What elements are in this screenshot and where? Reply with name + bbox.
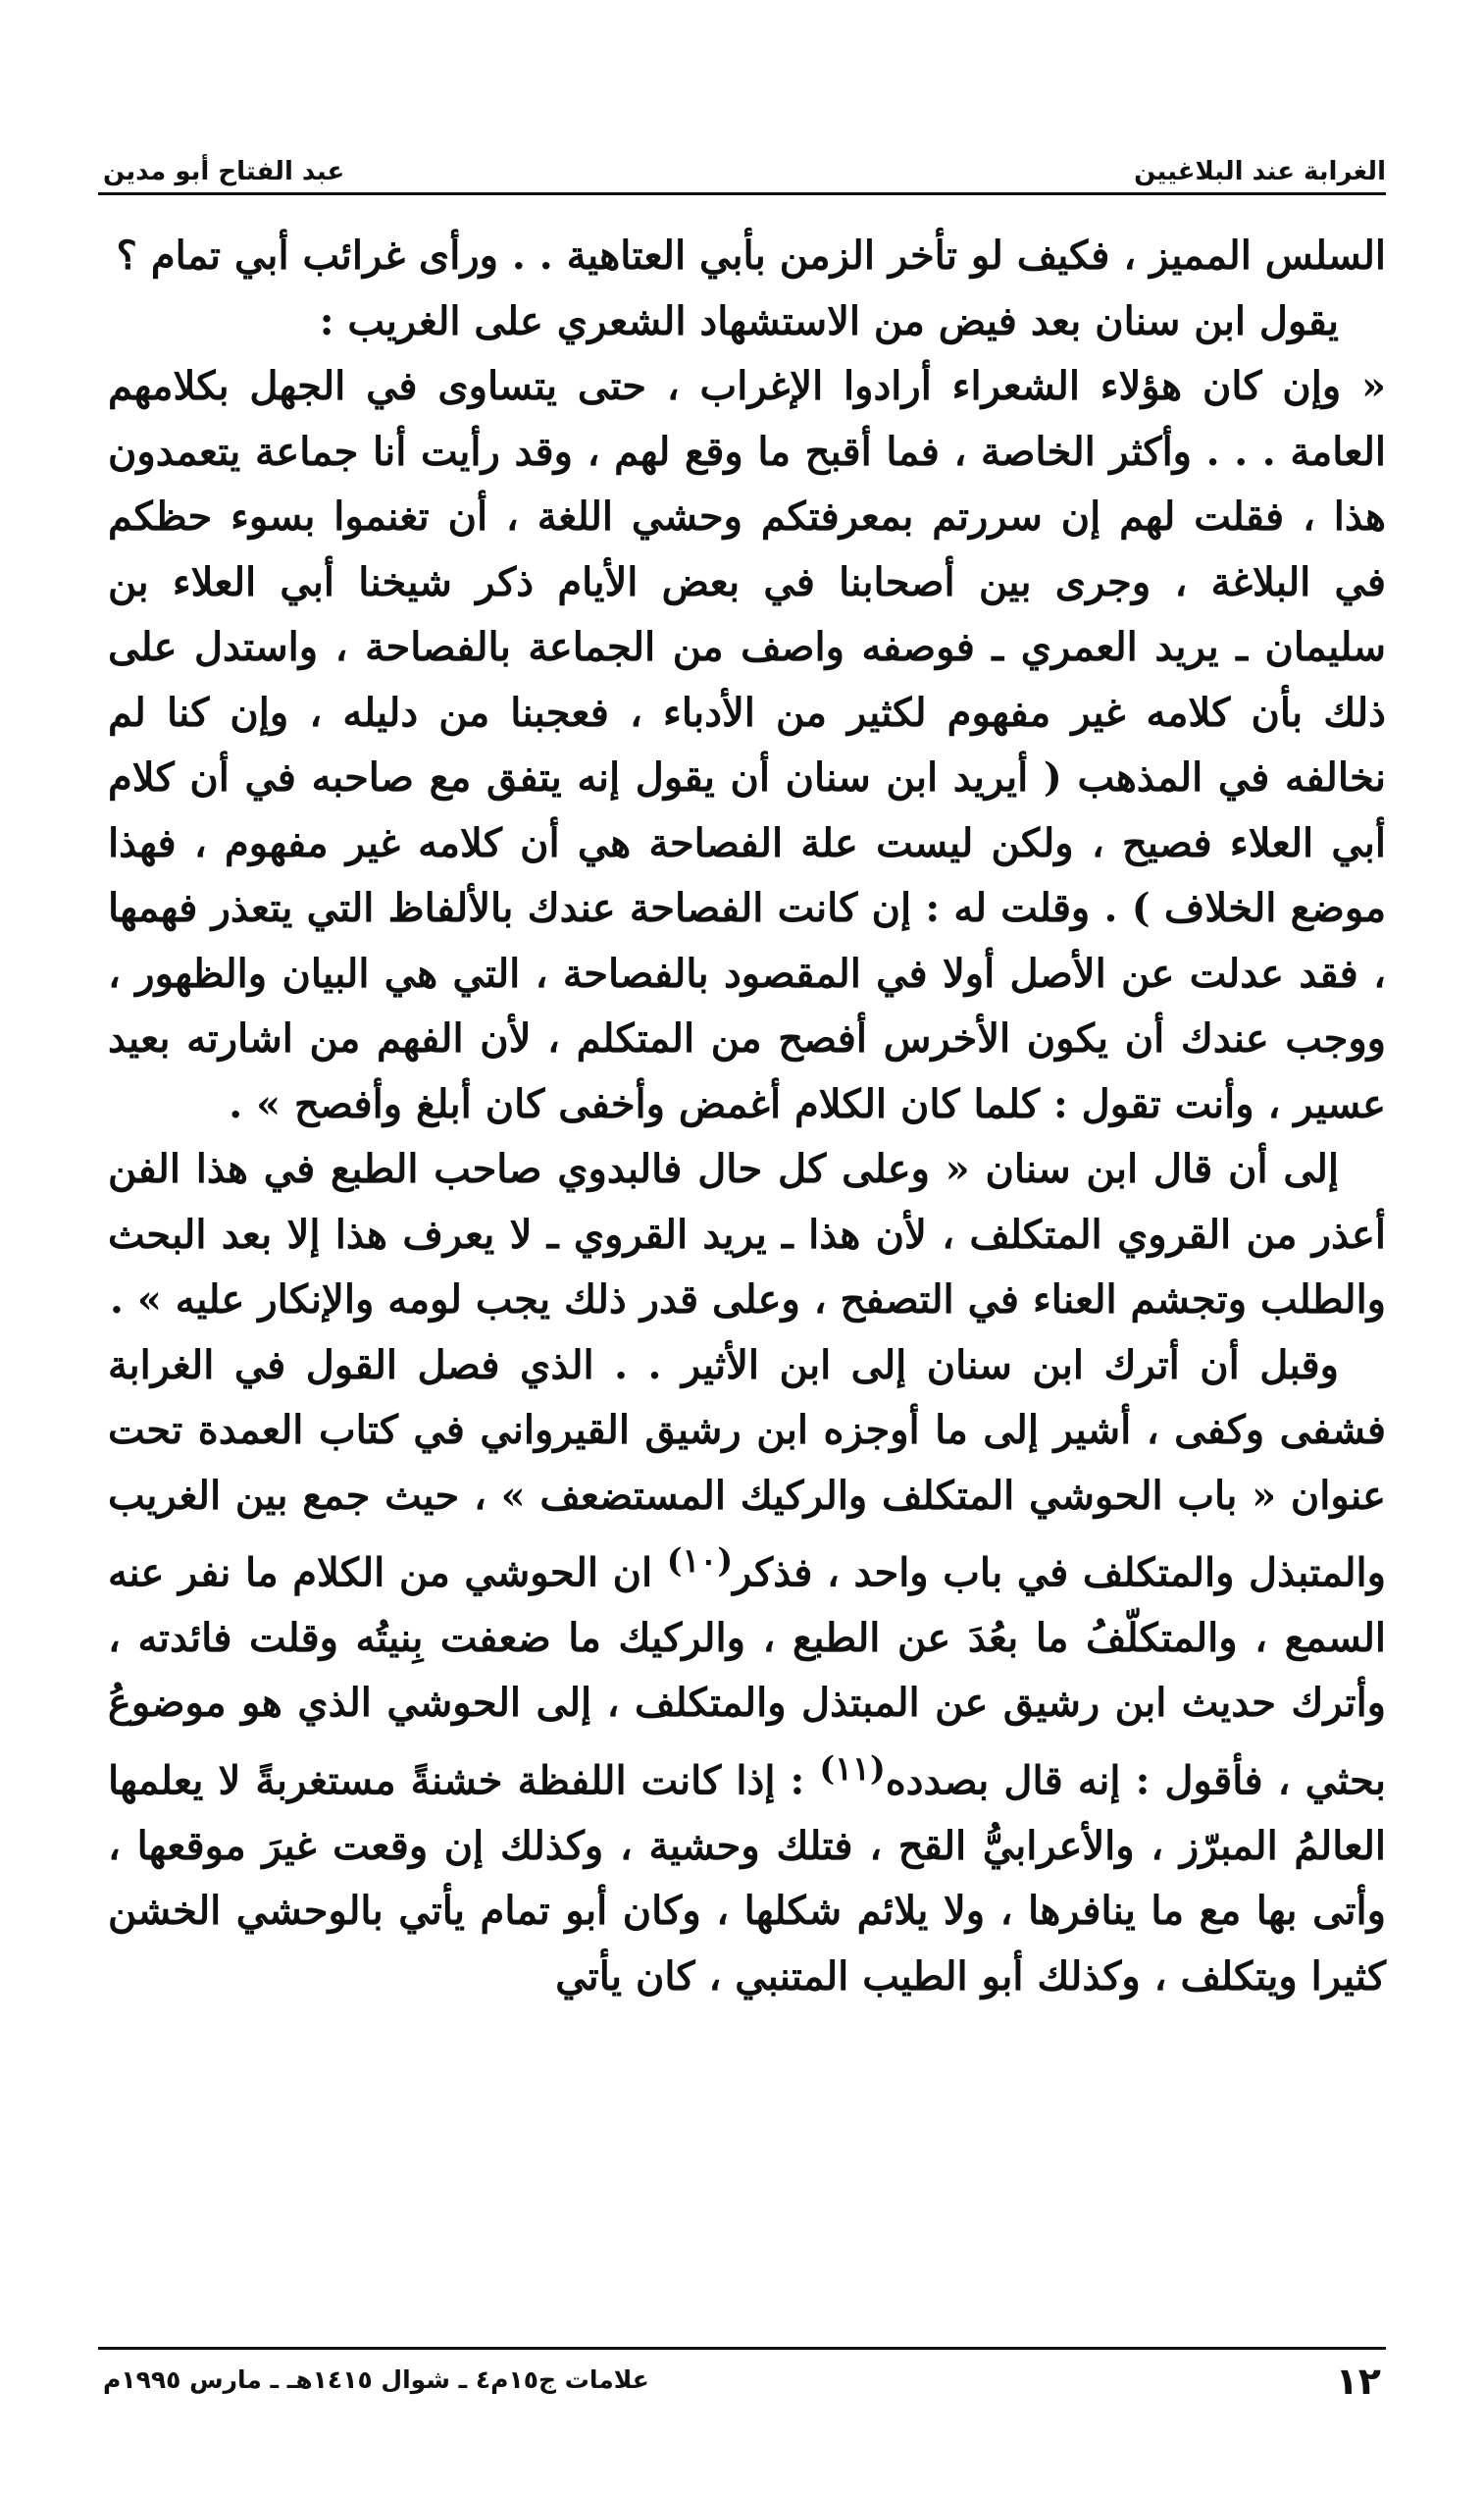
header-rule — [98, 192, 1386, 195]
running-footer — [103, 2360, 1381, 2418]
paragraph-2: يقول ابن سنان بعد فيض من الاستشهاد الشعري على الغريب : — [319, 297, 1339, 344]
article-body — [108, 224, 1386, 2009]
header-title: الغرابة عند البلاغيين — [1134, 157, 1386, 186]
quote-paragraph: « وإن كان هؤلاء الشعراء أرادوا الإغراب ، حتى يتساوى في الجهل بكلامهم العامة . . . وأكثر الخاصة ، فما أقبح ما وقع لهم ، وقد رأيت أنا جماعة يتعمدون هذا ، فقلت لهم إن سررتم بمعرفتكم وحشي اللغة ، أن تغنموا بسوء حظكم في البلاغة ، وجرى بين أصحابنا في بعض الأيام ذكر شيخنا أبي العلاء بن سليمان ـ يريد العمري ـ فوصفه واصف من الجماعة بالفصاحة ، واستدل على ذلك بأن كلامه غير مفهوم لكثير من الأدباء ، فعجبنا من دليله ، وإن كنا لم نخالفه في المذهب ( أيريد ابن سنان أن يقول إنه يتفق مع صاحبه في أن كلام أبي العلاء فصيح ، ولكن ليست علة الفصاحة هي أن كلامه غير مفهوم ، فهذا موضع الخلاف ) . وقلت له : إن كانت الفصاحة عندك بالألفاظ التي يتعذر فهمها ، فقد عدلت عن الأصل أولا في المقصود بالفصاحة ، التي هي البيان والظهور ، ووجب عندك أن يكون الأخرس أفصح من المتكلم ، لأن الفهم من اشارته بعيد عسير ، وأنت تقول : كلما كان الكلام أغمض وأخفى كان أبلغ وأفصح » . — [108, 363, 1386, 1127]
running-header — [103, 137, 1386, 186]
footnote-ref-11[interactable]: (١١) — [819, 1748, 886, 1788]
page-number: ١٢ — [1335, 2360, 1381, 2403]
paragraph-4: إلى أن قال ابن سنان « وعلى كل حال فالبدوي صاحب الطبع في هذا الفن أعذر من القروي المتكلف ، لأن هذا ـ يريد القروي ـ لا يعرف هذا إلا بعد البحث والطلب وتجشم العناء في التصفح ، وعلى قدر ذلك يجب لومه والإنكار عليه » . — [108, 1146, 1386, 1323]
paragraph-5-part-c: : إذا كانت اللفظة خشنةً مستغربةً لا يعلمها العالمُ المبرّز ، والأعرابيُّ القح ، فتلك وحشية ، وكذلك إن وقعت غيرَ موقعها ، وأتى بها مع ما ينافرها ، ولا يلائم شكلها ، وكان أبو تمام يأتي بالوحشي الخشن كثيرا ويتكلف ، وكذلك أبو الطيب المتنبي ، كان يأتي — [108, 1757, 1386, 2000]
header-author: عبد الفتاح أبو مدين — [103, 157, 345, 186]
paragraph-5 — [108, 1333, 1386, 2010]
paragraph-1: السلس المميز ، فكيف لو تأخر الزمن بأبي العتاهية . . ورأى غرائب أبي تمام ؟ — [116, 233, 1386, 279]
footnote-ref-10[interactable]: (١٠) — [666, 1541, 734, 1580]
journal-citation: علامات ج١٥م٤ ـ شوال ١٤١٥هـ ـ مارس ١٩٩٥م — [103, 2365, 649, 2394]
paragraph-5-part-b: ان الحوشي من الكلام ما نفر عنه السمع ، والمتكلّفُ ما بعُدَ عن الطبع ، والركيك ما ضعفت بِنيتُه وقلت فائدته ، وأترك حديث ابن رشيق عن المبتذل والمتكلف ، إلى الحوشي الذي هو موضوعُ بحثي ، فأقول : إنه قال بصدده — [108, 1549, 1386, 1804]
paragraph-5-part-a: وقبل أن أترك ابن سنان إلى ابن الأثير . . الذي فصل القول في الغرابة فشفى وكفى ، أشير إلى ما أوجزه ابن رشيق القيرواني في كتاب العمدة تحت عنوان « باب الحوشي المتكلف والركيك المستضعف » ، حيث جمع بين الغريب والمتبذل والمتكلف في باب واحد ، فذكر — [108, 1341, 1386, 1596]
footer-rule — [98, 2347, 1386, 2350]
